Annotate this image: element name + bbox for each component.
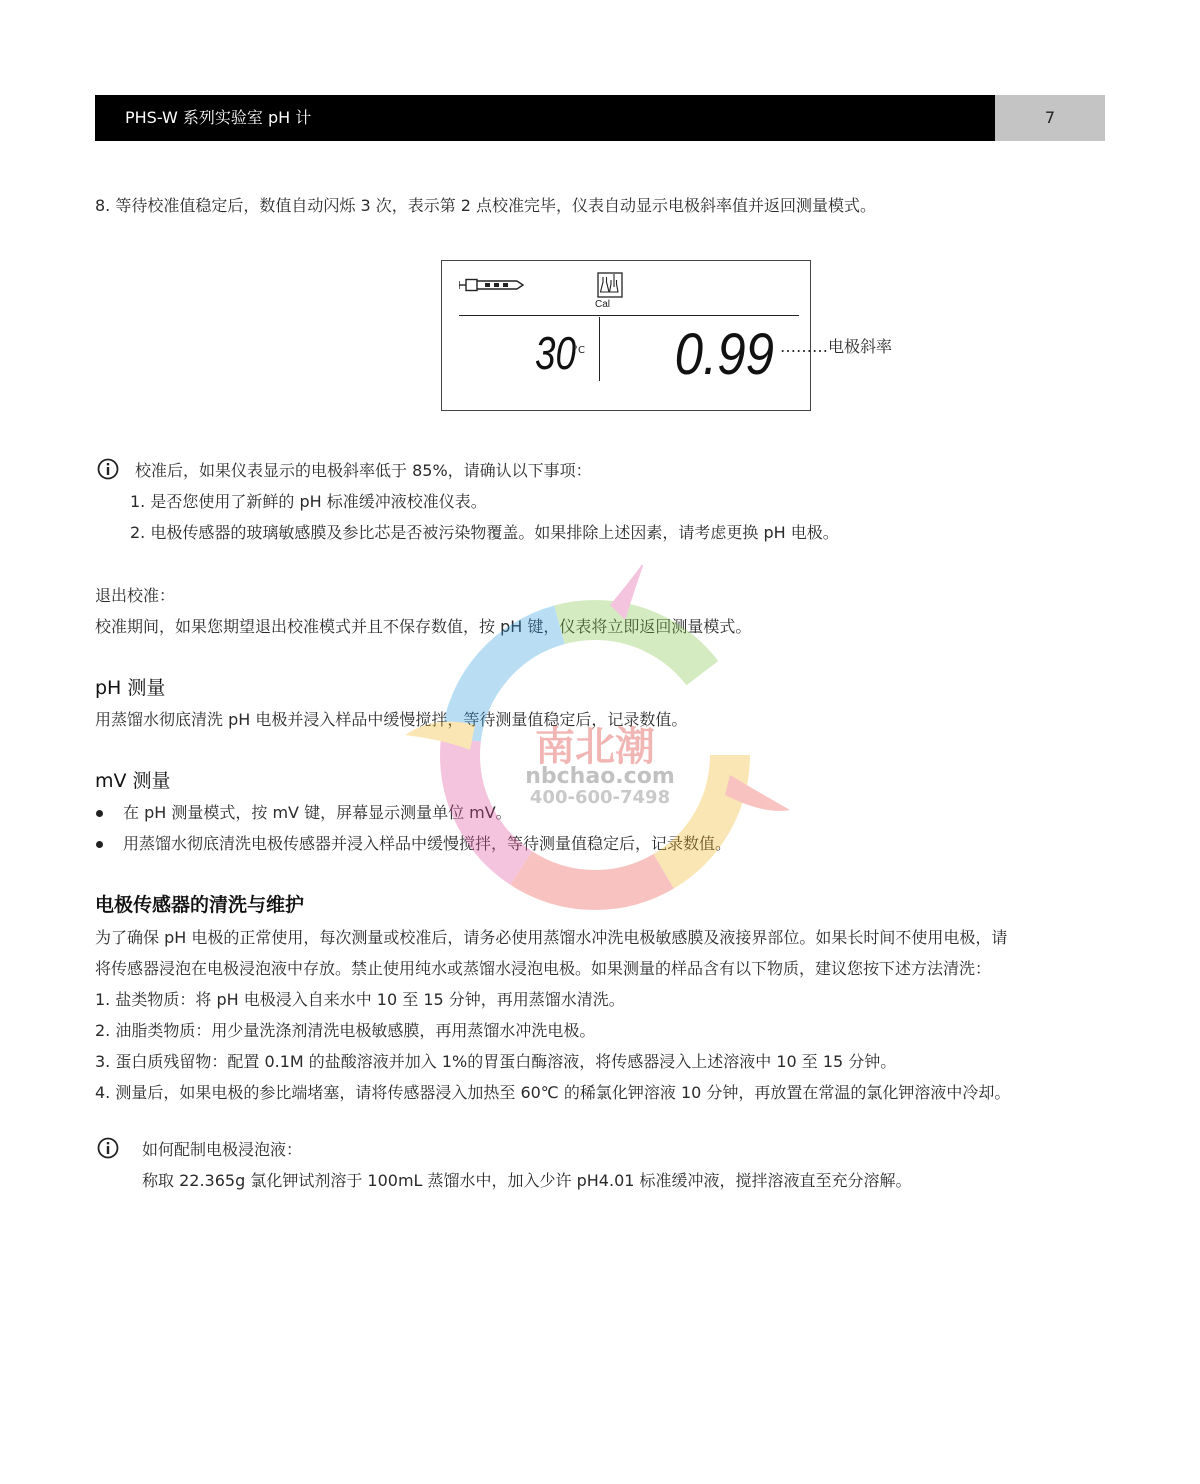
cleaning-item-3: 3. 蛋白质残留物：配置 0.1M 的盐酸溶液并加入 1%的胃蛋白酶溶液，将传感器浸入上述溶液中 10 至 15 分钟。 bbox=[95, 1052, 897, 1071]
step-8-text: 8. 等待校准值稳定后，数值自动闪烁 3 次，表示第 2 点校准完毕，仪表自动显示电极斜率值并返回测量模式。 bbox=[95, 196, 877, 215]
temperature-readout: 30 bbox=[535, 327, 576, 379]
soak-solution-text: 称取 22.365g 氯化钾试剂溶于 100mL 蒸馏水中，加入少许 pH4.01 标准缓冲液，搅拌溶液直至充分溶解。 bbox=[142, 1171, 912, 1190]
watermark-domain: nbchao.com bbox=[525, 764, 675, 789]
note-slope-intro: 校准后，如果仪表显示的电极斜率低于 85%，请确认以下事项： bbox=[135, 461, 592, 480]
cleaning-paragraph-line-1: 为了确保 pH 电极的正常使用，每次测量或校准后，请务必使用蒸馏水冲洗电极敏感膜及液接界部位。如果长时间不使用电极，请 bbox=[95, 928, 1008, 947]
page-header-bar bbox=[95, 95, 995, 141]
bullet-icon bbox=[96, 841, 103, 848]
page-number-box bbox=[995, 95, 1105, 141]
electrode-icon bbox=[459, 277, 529, 293]
note-slope-item-2: 2. 电极传感器的玻璃敏感膜及参比芯是否被污染物覆盖。如果排除上述因素，请考虑更换 pH 电极。 bbox=[130, 523, 839, 542]
ph-measurement-text: 用蒸馏水彻底清洗 pH 电极并浸入样品中缓慢搅拌，等待测量值稳定后，记录数值。 bbox=[95, 710, 688, 729]
info-icon bbox=[97, 458, 119, 480]
note-slope-item-1: 1. 是否您使用了新鲜的 pH 标准缓冲液校准仪表。 bbox=[130, 492, 487, 511]
lcd-divider-vertical bbox=[599, 317, 600, 381]
mv-measurement-item-1: 在 pH 测量模式，按 mV 键，屏幕显示测量单位 mV。 bbox=[123, 803, 512, 822]
mv-measurement-item-2: 用蒸馏水彻底清洗电极传感器并浸入样品中缓慢搅拌，等待测量值稳定后，记录数值。 bbox=[123, 834, 732, 853]
bullet-icon bbox=[96, 810, 103, 817]
watermark-phone: 400-600-7498 bbox=[529, 787, 671, 808]
slope-readout: 0.99 bbox=[674, 322, 774, 387]
info-icon bbox=[97, 1137, 119, 1159]
lcd-display bbox=[441, 260, 811, 411]
cleaning-item-2: 2. 油脂类物质：用少量洗涤剂清洗电极敏感膜，再用蒸馏水冲洗电极。 bbox=[95, 1021, 596, 1040]
cleaning-item-1: 1. 盐类物质：将 pH 电极浸入自来水中 10 至 15 分钟，再用蒸馏水清洗。 bbox=[95, 990, 625, 1009]
exit-calibration-text: 校准期间，如果您期望退出校准模式并且不保存数值，按 pH 键，仪表将立即返回测量模式。 bbox=[95, 617, 752, 636]
cleaning-paragraph-line-2: 将传感器浸泡在电极浸泡液中存放。禁止使用纯水或蒸馏水浸泡电极。如果测量的样品含有以下物质，建议您按下述方法清洗： bbox=[95, 959, 992, 978]
watermark-brand: 南北潮 bbox=[535, 723, 655, 770]
cleaning-item-4: 4. 测量后，如果电极的参比端堵塞，请将传感器浸入加热至 60℃ 的稀氯化钾溶液 10 分钟，再放置在常温的氯化钾溶液中冷却。 bbox=[95, 1083, 1011, 1102]
lcd-divider-horizontal bbox=[459, 315, 799, 316]
calibration-beaker-icon bbox=[597, 272, 623, 298]
ph-measurement-heading: pH 测量 bbox=[95, 677, 166, 699]
cleaning-heading: 电极传感器的清洗与维护 bbox=[95, 894, 305, 916]
exit-calibration-title: 退出校准： bbox=[95, 586, 176, 605]
temperature-unit: °C bbox=[573, 345, 585, 356]
page-number: 7 bbox=[1044, 108, 1056, 127]
document-title: PHS-W 系列实验室 pH 计 bbox=[125, 108, 312, 127]
slope-callout-label: ………电极斜率 bbox=[780, 337, 893, 356]
soak-solution-title: 如何配制电极浸泡液： bbox=[142, 1140, 303, 1159]
mv-measurement-heading: mV 测量 bbox=[95, 770, 171, 792]
cal-indicator: Cal bbox=[595, 299, 611, 310]
